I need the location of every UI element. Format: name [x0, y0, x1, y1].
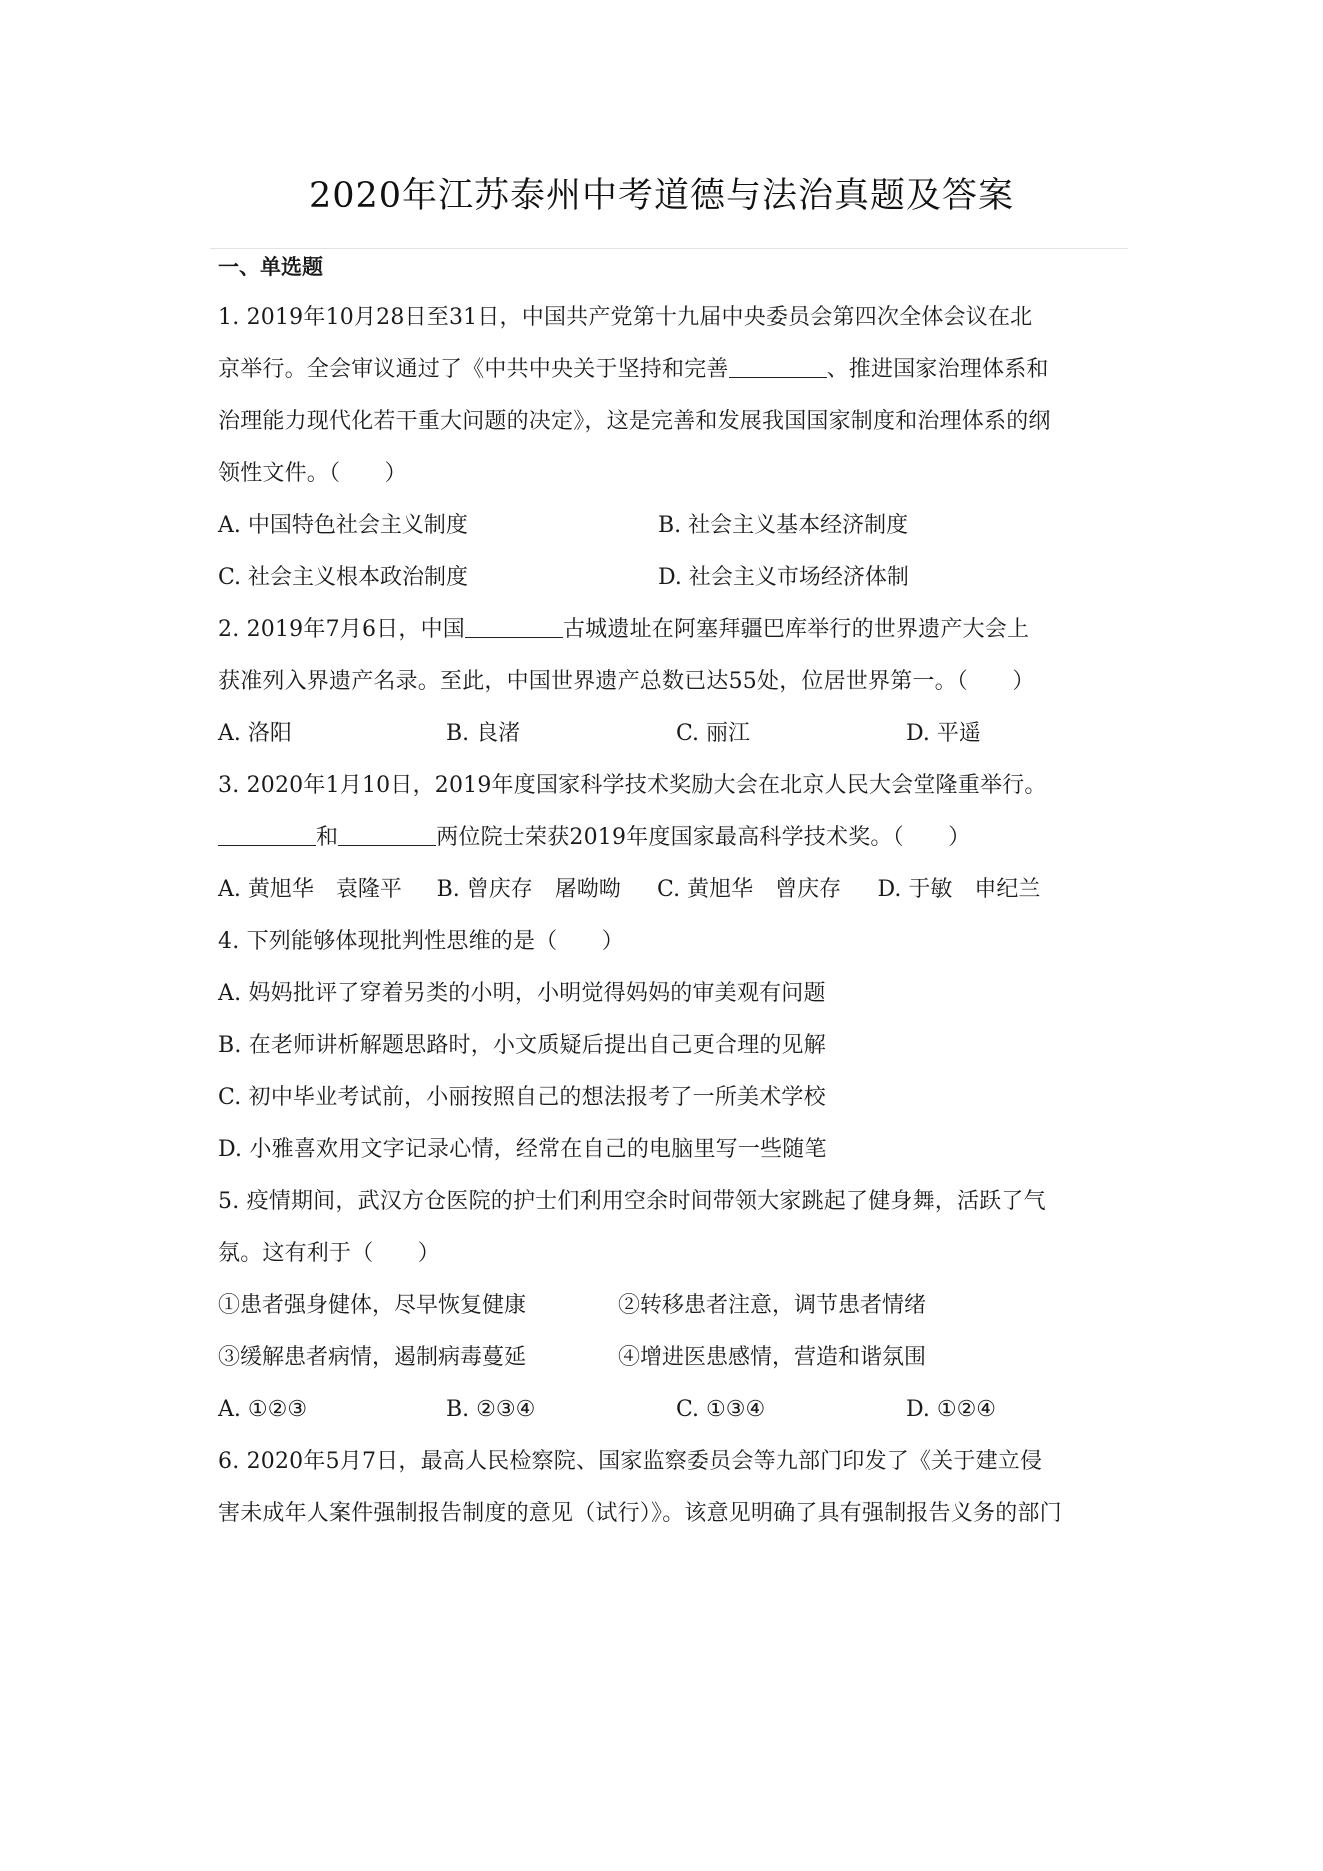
- question-3-options: [218, 864, 1098, 916]
- option-d: D. 平遥: [906, 721, 981, 746]
- section-heading: 一、单选题: [218, 255, 323, 279]
- option-d: D. 社会主义市场经济体制: [658, 565, 909, 590]
- question-1-line-2: [218, 344, 1098, 396]
- question-6-line-1: 6. 2020年5月7日，最高人民检察院、国家监察委员会等九部门印发了《关于建立侵: [218, 1449, 1043, 1474]
- option-b: B. 曾庆存 屠呦呦: [436, 877, 621, 902]
- question-3: [218, 760, 1098, 916]
- question-3-conjunction: 和: [316, 825, 339, 850]
- option-a: A. 妈妈批评了穿着另类的小明，小明觉得妈妈的审美观有问题: [218, 981, 826, 1006]
- question-1: [218, 292, 1098, 604]
- question-5-statements-row-1: [218, 1280, 1098, 1332]
- question-4-line-1: 4. 下列能够体现批判性思维的是（ ）: [218, 929, 624, 954]
- title-divider: [210, 248, 1128, 249]
- question-1-line-3: 治理能力现代化若干重大问题的决定》，这是完善和发展我国国家制度和治理体系的纲: [218, 409, 1051, 434]
- question-5-line-1: 5. 疫情期间，武汉方仓医院的护士们利用空余时间带领大家跳起了健身舞，活跃了气: [218, 1189, 1046, 1214]
- exam-content: [218, 250, 1098, 1540]
- question-5-line-2: 氛。这有利于（ ）: [218, 1241, 441, 1266]
- statement-4: ④增进医患感情，营造和谐氛围: [618, 1345, 927, 1370]
- question-1-line-1: 1. 2019年10月28日至31日，中国共产党第十九届中央委员会第四次全体会议在北: [218, 305, 1033, 330]
- option-a: A. 黄旭华 袁隆平: [218, 877, 402, 902]
- question-1-text-after-blank: 、推进国家治理体系和: [826, 357, 1049, 382]
- question-2-line-2: 获准列入界遗产名录。至此，中国世界遗产总数已达55处，位居世界第一。（ ）: [218, 669, 1035, 694]
- option-b: B. 在老师讲析解题思路时，小文质疑后提出自己更合理的见解: [218, 1033, 826, 1058]
- question-1-options-row-2: [218, 552, 1098, 604]
- option-a: A. 中国特色社会主义制度: [218, 513, 468, 538]
- option-a: A. 洛阳: [218, 721, 292, 746]
- question-3-line-2: [218, 812, 1098, 864]
- question-1-options-row-1: [218, 500, 1098, 552]
- question-2-options: [218, 708, 1098, 760]
- fill-blank: [729, 355, 827, 378]
- option-b: B. ②③④: [446, 1397, 536, 1422]
- question-4: [218, 916, 1098, 1176]
- statement-2: ②转移患者注意，调节患者情绪: [618, 1293, 927, 1318]
- question-6-line-2: 害未成年人案件强制报告制度的意见（试行）》。该意见明确了具有强制报告义务的部门: [218, 1501, 1062, 1526]
- option-c: C. 丽江: [676, 721, 751, 746]
- option-d: D. 于敏 申纪兰: [877, 877, 1041, 902]
- question-2-line-1: [218, 604, 1098, 656]
- document-title: 2020年江苏泰州中考道德与法治真题及答案: [308, 176, 1015, 216]
- question-2: [218, 604, 1098, 760]
- fill-blank: [338, 823, 436, 846]
- question-2-text-after-blank: 古城遗址在阿塞拜疆巴库举行的世界遗产大会上: [562, 617, 1030, 642]
- question-5: [218, 1176, 1098, 1436]
- fill-blank: [465, 615, 563, 638]
- option-d: D. 小雅喜欢用文字记录心情，经常在自己的电脑里写一些随笔: [218, 1137, 827, 1162]
- option-c: C. 社会主义根本政治制度: [218, 565, 469, 590]
- question-5-options: [218, 1384, 1098, 1436]
- question-3-line-1: 3. 2020年1月10日，2019年度国家科学技术奖励大会在北京人民大会堂隆重举行。: [218, 773, 1047, 798]
- option-a: A. ①②③: [218, 1397, 308, 1422]
- fill-blank: [218, 823, 316, 846]
- option-b: B. 良渚: [446, 721, 521, 746]
- option-c: C. 初中毕业考试前，小丽按照自己的想法报考了一所美术学校: [218, 1085, 826, 1110]
- statement-1: ①患者强身健体，尽早恢复健康: [218, 1293, 527, 1318]
- option-b: B. 社会主义基本经济制度: [658, 513, 909, 538]
- question-6: [218, 1436, 1098, 1540]
- statement-3: ③缓解患者病情，遏制病毒蔓延: [218, 1345, 527, 1370]
- question-2-text-before-blank: 2. 2019年7月6日，中国: [218, 617, 465, 642]
- question-5-statements-row-2: [218, 1332, 1098, 1384]
- question-1-line-4: 领性文件。（ ）: [218, 461, 407, 486]
- option-c: C. 黄旭华 曾庆存: [657, 877, 842, 902]
- question-1-text-before-blank: 京举行。全会审议通过了《中共中央关于坚持和完善: [218, 357, 729, 382]
- option-d: D. ①②④: [906, 1397, 997, 1422]
- option-c: C. ①③④: [676, 1397, 766, 1422]
- question-3-text-after-blank: 两位院士荣获2019年度国家最高科学技术奖。（ ）: [436, 825, 971, 850]
